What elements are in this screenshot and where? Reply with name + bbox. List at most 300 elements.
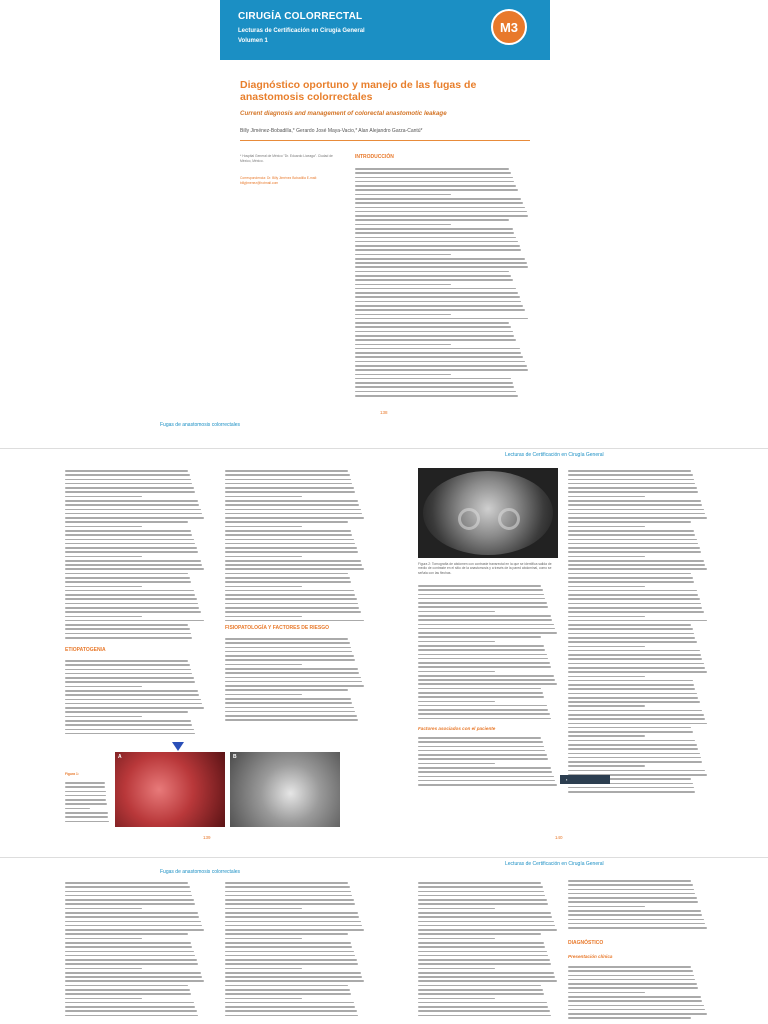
text-line	[568, 723, 707, 725]
text-line	[225, 955, 355, 957]
text-line	[418, 942, 544, 944]
figure1-caption-text	[65, 782, 110, 825]
text-line	[225, 689, 348, 691]
text-line	[355, 301, 521, 303]
text-line	[225, 664, 302, 666]
text-line	[65, 959, 197, 961]
text-line	[418, 679, 555, 681]
text-line	[65, 912, 198, 914]
text-line	[65, 594, 195, 596]
text-line	[225, 659, 355, 661]
text-line	[568, 983, 697, 985]
text-line	[355, 168, 509, 170]
text-line	[225, 929, 364, 931]
text-line	[225, 1002, 354, 1004]
text-line	[568, 530, 694, 532]
text-line	[568, 975, 694, 977]
text-line	[65, 985, 188, 987]
text-line	[568, 504, 702, 506]
text-line	[355, 172, 511, 174]
presentacion-heading: Presentación clínica	[568, 954, 613, 959]
left-page-number: 139	[203, 835, 211, 840]
text-line	[568, 735, 645, 737]
text-line	[65, 633, 191, 635]
text-line	[225, 655, 354, 657]
text-line	[568, 646, 645, 648]
text-line	[355, 378, 511, 380]
text-line	[568, 761, 702, 763]
text-line	[225, 908, 302, 910]
text-line	[355, 369, 528, 371]
text-line	[568, 547, 700, 549]
text-line	[568, 688, 695, 690]
text-line	[568, 568, 707, 570]
text-line	[65, 1002, 194, 1004]
text-line	[65, 976, 202, 978]
text-line	[65, 808, 90, 810]
text-line	[418, 1006, 548, 1008]
text-line	[225, 479, 351, 481]
text-line	[568, 598, 700, 600]
text-line	[418, 1010, 550, 1012]
text-line	[225, 556, 302, 558]
text-line	[418, 654, 547, 656]
factores-heading: Factores asociados con el paciente	[418, 726, 496, 731]
text-line	[65, 568, 204, 570]
text-line	[65, 821, 109, 823]
document-footer-bar	[560, 775, 610, 784]
text-line	[568, 884, 693, 886]
text-line	[225, 539, 354, 541]
text-line	[418, 758, 548, 760]
text-line	[355, 198, 521, 200]
text-line	[418, 611, 495, 613]
etiopatogenia-text	[65, 660, 205, 737]
text-line	[418, 1015, 551, 1017]
text-line	[65, 496, 142, 498]
text-line	[568, 556, 645, 558]
text-line	[418, 705, 547, 707]
text-line	[355, 189, 518, 191]
text-line	[418, 882, 541, 884]
text-line	[355, 241, 518, 243]
text-line	[225, 681, 362, 683]
text-line	[418, 895, 545, 897]
text-line	[225, 916, 359, 918]
text-line	[65, 660, 188, 662]
text-line	[65, 942, 191, 944]
text-line	[65, 556, 142, 558]
text-line	[225, 638, 348, 640]
text-line	[225, 912, 358, 914]
text-line	[568, 624, 691, 626]
text-line	[65, 611, 201, 613]
text-line	[225, 938, 302, 940]
text-line	[65, 795, 106, 797]
text-line	[418, 963, 551, 965]
text-line	[65, 729, 194, 731]
text-line	[568, 919, 704, 921]
text-line	[568, 658, 702, 660]
text-line	[65, 707, 204, 709]
text-line	[568, 1000, 702, 1002]
text-line	[65, 989, 190, 991]
text-line	[225, 668, 358, 670]
text-line	[355, 254, 451, 256]
text-line	[225, 547, 357, 549]
text-line	[568, 676, 645, 678]
text-line	[65, 812, 108, 814]
text-line	[225, 951, 354, 953]
text-line	[568, 714, 704, 716]
text-line	[65, 891, 191, 893]
text-line	[225, 1010, 357, 1012]
text-line	[65, 921, 201, 923]
text-line	[65, 720, 191, 722]
text-line	[225, 521, 348, 523]
text-line	[568, 509, 704, 511]
text-line	[418, 763, 495, 765]
page-separator	[0, 857, 768, 858]
text-line	[568, 637, 695, 639]
text-line	[568, 633, 694, 635]
text-line	[568, 906, 645, 908]
text-line	[568, 701, 700, 703]
correspondence: Correspondencia: Dr. Billy Jiménez Bobadilla E-mail: billyjimenez@hotmail.com	[240, 176, 317, 185]
text-line	[65, 607, 199, 609]
figure1-panel-a	[115, 752, 225, 827]
text-line	[418, 925, 555, 927]
text-line	[65, 526, 142, 528]
journal-subtitle: Lecturas de Certificación en Cirugía General	[238, 28, 365, 34]
text-line	[568, 616, 645, 618]
text-line	[418, 771, 552, 773]
text-line	[355, 314, 451, 316]
text-line	[568, 996, 701, 998]
text-line	[568, 727, 691, 729]
text-line	[355, 275, 511, 277]
text-line	[65, 534, 192, 536]
text-line	[418, 615, 551, 617]
text-line	[65, 803, 107, 805]
text-line	[355, 249, 521, 251]
text-line	[568, 718, 705, 720]
text-line	[355, 237, 516, 239]
text-line	[568, 757, 701, 759]
text-line	[568, 889, 694, 891]
figure2-caption: Figura 2: Tomografía de abdomen con contraste transrectal en la que se identifica salida de medio de contraste en el sitio de la anastomosis y a través de la pared abdominal, como se señala con las flechas.	[418, 562, 552, 575]
footer-bar-mark: ▪	[566, 777, 568, 782]
text-line	[355, 258, 525, 260]
text-line	[355, 284, 451, 286]
text-line	[568, 581, 694, 583]
text-line	[355, 318, 528, 320]
text-line	[225, 581, 351, 583]
text-line	[225, 886, 350, 888]
running-head-right: Lecturas de Certificación en Cirugía General	[505, 861, 604, 867]
text-line	[225, 959, 357, 961]
text-line	[568, 740, 695, 742]
text-line	[568, 500, 701, 502]
text-line	[65, 586, 142, 588]
text-line	[225, 568, 364, 570]
text-line	[355, 194, 451, 196]
text-line	[225, 470, 348, 472]
text-line	[418, 938, 495, 940]
text-line	[568, 705, 645, 707]
text-line	[418, 921, 554, 923]
text-line	[418, 675, 554, 677]
text-line	[65, 938, 142, 940]
text-line	[225, 491, 355, 493]
text-line	[65, 799, 106, 801]
text-line	[355, 211, 527, 213]
text-line	[225, 980, 364, 982]
text-line	[65, 637, 192, 639]
text-line	[65, 703, 202, 705]
journal-banner	[220, 0, 550, 60]
text-line	[418, 929, 557, 931]
text-line	[65, 624, 188, 626]
text-line	[355, 335, 514, 337]
text-line	[225, 577, 350, 579]
ct-body-section	[423, 471, 553, 555]
text-line	[418, 649, 545, 651]
text-line	[65, 491, 195, 493]
text-line	[225, 530, 351, 532]
text-line	[225, 672, 359, 674]
text-line	[568, 611, 704, 613]
module-badge: M3	[491, 9, 527, 45]
text-line	[418, 946, 545, 948]
text-line	[225, 534, 352, 536]
text-line	[568, 564, 705, 566]
text-line	[65, 573, 188, 575]
text-line	[355, 348, 520, 350]
text-line	[418, 998, 495, 1000]
text-line	[225, 989, 350, 991]
right-column1-text	[418, 585, 558, 722]
text-line	[355, 292, 518, 294]
text-line	[418, 606, 548, 608]
text-line	[355, 344, 451, 346]
text-line	[418, 916, 552, 918]
page-number: 138	[380, 410, 388, 415]
text-line	[418, 972, 554, 974]
text-line	[418, 598, 545, 600]
text-line	[65, 616, 142, 618]
text-line	[225, 560, 361, 562]
text-line	[225, 1015, 358, 1017]
text-line	[418, 632, 557, 634]
text-line	[568, 479, 694, 481]
text-line	[65, 664, 190, 666]
text-line	[568, 491, 698, 493]
text-line	[355, 262, 527, 264]
p3-column3-text	[418, 882, 558, 1019]
text-line	[418, 688, 541, 690]
text-line	[65, 908, 142, 910]
text-line	[568, 667, 705, 669]
figure1-panel-b	[230, 752, 340, 827]
text-line	[418, 903, 548, 905]
text-line	[65, 699, 201, 701]
text-line	[225, 586, 302, 588]
text-line	[568, 710, 702, 712]
text-line	[65, 504, 199, 506]
text-line	[65, 564, 202, 566]
text-line	[65, 929, 204, 931]
text-line	[225, 551, 358, 553]
ct-pelvic-bone	[498, 508, 520, 530]
text-line	[418, 619, 552, 621]
fisiopatologia-text	[225, 638, 365, 724]
text-line	[65, 951, 194, 953]
text-line	[418, 692, 543, 694]
text-line	[418, 955, 548, 957]
text-line	[418, 741, 543, 743]
text-line	[65, 886, 190, 888]
text-line	[225, 543, 355, 545]
text-line	[418, 709, 548, 711]
text-line	[418, 780, 555, 782]
text-line	[418, 624, 554, 626]
text-line	[568, 607, 702, 609]
text-line	[225, 517, 364, 519]
text-line	[568, 901, 698, 903]
text-line	[568, 897, 697, 899]
text-line	[355, 296, 520, 298]
text-line	[65, 487, 194, 489]
text-line	[418, 980, 557, 982]
text-line	[65, 998, 142, 1000]
text-line	[225, 882, 348, 884]
text-line	[65, 690, 198, 692]
journal-volume: Volumen 1	[238, 38, 268, 44]
text-line	[65, 916, 199, 918]
text-line	[225, 573, 348, 575]
text-line	[355, 279, 513, 281]
text-line	[568, 586, 645, 588]
text-line	[418, 746, 544, 748]
text-line	[568, 474, 693, 476]
text-line	[65, 724, 192, 726]
text-line	[65, 1015, 198, 1017]
text-line	[355, 215, 528, 217]
text-line	[225, 998, 302, 1000]
text-line	[355, 322, 509, 324]
text-line	[568, 693, 697, 695]
text-line	[355, 386, 514, 388]
text-line	[225, 899, 354, 901]
page-separator	[0, 448, 768, 449]
text-line	[355, 395, 518, 397]
text-line	[225, 564, 362, 566]
figure1-caption	[65, 772, 110, 776]
text-line	[568, 970, 693, 972]
text-line	[568, 539, 697, 541]
text-line	[355, 331, 513, 333]
text-line	[65, 628, 190, 630]
text-line	[418, 658, 548, 660]
author-affiliation: * Hospital General de México "Dr. Eduardo Liceaga". Ciudad de México, México.	[240, 154, 333, 163]
text-line	[65, 694, 199, 696]
text-line	[568, 765, 645, 767]
text-line	[355, 232, 514, 234]
text-line	[568, 517, 707, 519]
text-line	[418, 662, 550, 664]
text-line	[418, 1002, 547, 1004]
text-line	[418, 671, 495, 673]
text-line	[355, 228, 513, 230]
text-line	[418, 908, 495, 910]
text-line	[355, 309, 525, 311]
text-line	[418, 696, 544, 698]
text-line	[418, 959, 550, 961]
text-line	[65, 479, 191, 481]
p3-column1-text	[65, 882, 205, 1019]
text-line	[225, 698, 351, 700]
text-line	[418, 899, 547, 901]
text-line	[225, 651, 352, 653]
middle-column-text	[225, 470, 365, 624]
text-line	[418, 701, 495, 703]
text-line	[568, 594, 698, 596]
text-line	[225, 616, 302, 618]
article-english-title: Current diagnosis and management of colorectal anastomotic leakage	[240, 110, 447, 117]
text-line	[568, 534, 695, 536]
text-line	[418, 636, 541, 638]
text-line	[225, 985, 348, 987]
text-line	[568, 551, 701, 553]
text-line	[65, 681, 195, 683]
text-line	[418, 683, 557, 685]
text-line	[355, 288, 516, 290]
text-line	[418, 754, 547, 756]
text-line	[225, 590, 354, 592]
text-line	[65, 500, 198, 502]
text-line	[568, 521, 691, 523]
text-line	[65, 933, 188, 935]
text-line	[568, 744, 697, 746]
text-line	[225, 993, 351, 995]
text-line	[65, 577, 190, 579]
text-line	[355, 207, 525, 209]
text-line	[568, 748, 698, 750]
text-line	[65, 786, 105, 788]
text-line	[65, 547, 197, 549]
text-line	[568, 791, 695, 793]
text-line	[225, 611, 361, 613]
text-line	[225, 719, 358, 721]
text-line	[65, 1006, 195, 1008]
text-line	[65, 882, 188, 884]
text-line	[568, 966, 691, 968]
text-line	[418, 594, 544, 596]
running-head-left: Fugas de anastomosis colorrectales	[160, 869, 241, 875]
text-line	[65, 677, 194, 679]
text-line	[418, 912, 551, 914]
article-title: Diagnóstico oportuno y manejo de las fugas de anastomosis colorrectales	[240, 79, 477, 103]
text-line	[418, 776, 554, 778]
text-line	[225, 504, 359, 506]
text-line	[355, 177, 513, 179]
text-line	[568, 787, 694, 789]
text-line	[568, 1009, 705, 1011]
presentacion-text	[568, 966, 708, 1022]
right-column2-text	[568, 470, 708, 795]
text-line	[65, 620, 204, 622]
